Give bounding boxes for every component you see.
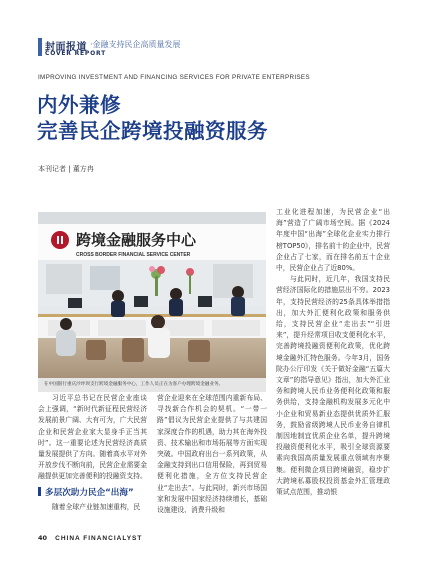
body-column-2 bbox=[157, 393, 267, 516]
paragraph: 营企业迎来在全球范围内重新布局、寻找新合作机会的契机。“一带一路”倡议为民营企业提供了与共建国家深度合作的机遇，助力其在海外投资、技术输出和市场拓展等方面实现突破。中国政府出台一系列政策，从金融支持到出口信用保险，再到贸易便利化措施，全方位支持民营企业“走出去”。与此同时，新兴市场国家和发展中国家经济持续增长，基础设施建设、消费升级和 bbox=[157, 394, 267, 515]
subheading bbox=[38, 487, 147, 499]
section-english-title: IMPROVING INVESTMENT AND FINANCING SERVICES FOR PRIVATE ENTERPRISES bbox=[38, 74, 310, 81]
page-number: 40 bbox=[38, 534, 48, 542]
body-column-3 bbox=[276, 207, 390, 498]
photo-caption: 在中国银行重庆沙坪坝支行跨境金融服务中心，工作人员正在为客户办理跨境金融业务。 bbox=[44, 382, 224, 387]
paragraph: 工业化进程加速，为民营企业“出海”营造了广阔市场空间。据《2024年度中国“出海”全球化企业实力排行榜TOP50》，排名前十的企业中，民营企业占了七家，而在排名前五十企业中，民营企业占了近80%。 bbox=[276, 208, 391, 273]
sign-chinese: 跨境金融服务中心 bbox=[76, 231, 197, 249]
subheading-text: 多层次助力民企“出海” bbox=[45, 487, 134, 498]
byline: 本刊记者 | 董方冉 bbox=[38, 165, 94, 173]
magazine-name: CHINA FINANCIALYST bbox=[55, 535, 143, 542]
article-photo bbox=[38, 212, 266, 378]
body-column-1 bbox=[38, 393, 147, 513]
header-accent-bar bbox=[38, 38, 42, 56]
header-title: 封面报道 bbox=[45, 42, 87, 53]
paragraph: 随着全球产业链加速重构，民 bbox=[52, 502, 141, 511]
sign-english: CROSS BORDER FINANCIAL SERVICE CENTER bbox=[76, 252, 191, 258]
bank-interior-illustration bbox=[38, 212, 266, 378]
header-subtitle: ·金融支持民企高质量发展 bbox=[90, 40, 181, 49]
paragraph: 与此同时，近几年，我国支持民营经济国际化的措施层出不穷。2023年，支持民营经济的25条具体举措指出，加大外汇便利化政策和服务供给，支持民营企业“走出去”“引进来”，提升经常项目收支便利化水平，完善跨境投融资便利化政策，优化跨境金融外汇特色服务。今年3月，国务院办公厅印发《关于做好金融“五篇大文章”的指导意见》指出，加大外汇业务和跨境人民币业务便利化政策和服务供给，支持金融机构发展多元化中小企业和贸易新业态提供优质外汇服务，鼓励省级跨境人民币业务自律机制因地制宜优质企业名单，提升跨境投融资便利化水平，吸引全球资源要素向我国高质量发展重点领域有序聚集。便利微企项目跨境融资，稳步扩大跨境私募股权投资基金外汇管理政策试点范围，推动银 bbox=[276, 275, 390, 497]
page-footer bbox=[38, 534, 142, 542]
header-en: COVER REPORT bbox=[45, 50, 107, 57]
subheading-bar bbox=[38, 487, 41, 496]
article-title-line2: 完善民企跨境投融资服务 bbox=[37, 119, 268, 143]
article-title-line1: 内外兼修 bbox=[37, 93, 121, 117]
paragraph: 习近平总书记在民营企业座谈会上强调，“新时代新征程民营经济发展前景广阔、大有可为，广大民营企业和民营企业家大显身手正当其时”。这一重要论述为民营经济高质量发展提供了方向。随着高水平对外开放步伐不断向前，民营企业需要金融提供更加完善便利的投融资支持。 bbox=[38, 394, 147, 481]
